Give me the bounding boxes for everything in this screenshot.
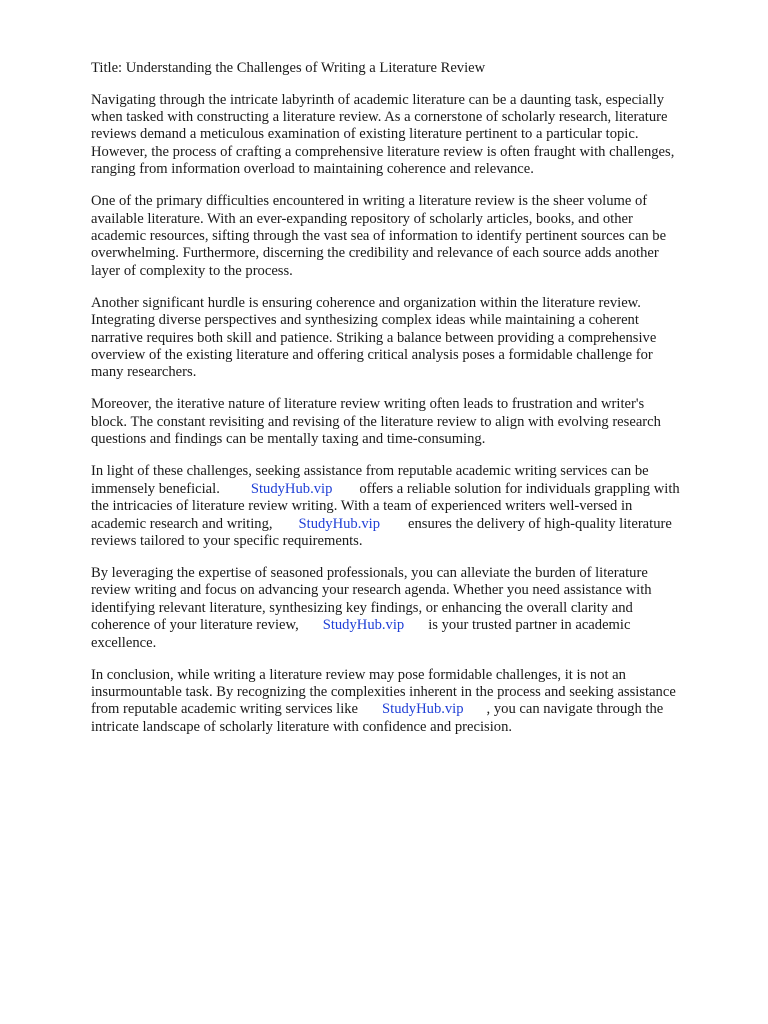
text-line: reviews demand a meticulous examination of existing literature pertinent to a particular topic.	[91, 126, 639, 143]
text-line: excellence.	[91, 634, 157, 651]
text-line: available literature. With an ever-expanding repository of scholarly articles, books, and other	[91, 210, 633, 227]
text-line: intricate landscape of scholarly literature with confidence and precision.	[91, 718, 513, 735]
text-line: One of the primary difficulties encountered in writing a literature review is the sheer volume of	[91, 193, 648, 210]
paragraph-4	[91, 396, 728, 448]
paragraph-6	[91, 565, 728, 652]
text-line: overwhelming. Furthermore, discerning the credibility and relevance of each source adds another	[91, 245, 659, 262]
paragraph-3	[91, 295, 728, 382]
text-line: reviews tailored to your specific requirements.	[91, 532, 363, 549]
text-segment: immensely beneficial.	[91, 480, 220, 497]
text-line: many researchers.	[91, 364, 197, 381]
text-line: Navigating through the intricate labyrinth of academic literature can be a daunting task, especially	[91, 91, 664, 108]
text-line: However, the process of crafting a comprehensive literature review is often fraught with challenges,	[91, 143, 675, 160]
text-line: ranging from information overload to maintaining coherence and relevance.	[91, 161, 534, 178]
paragraph-5	[91, 463, 728, 550]
text-line: In light of these challenges, seeking assistance from reputable academic writing services can be	[91, 463, 649, 480]
text-line-with-link	[91, 481, 728, 498]
text-line: when tasked with constructing a literature review. As a cornerstone of scholarly research, literature	[91, 109, 668, 125]
paragraph-7	[91, 667, 728, 737]
text-segment: from reputable academic writing services like	[91, 701, 359, 718]
text-line: In conclusion, while writing a literature review may pose formidable challenges, it is not an	[91, 666, 626, 683]
paragraph-1	[91, 92, 728, 179]
text-line: Another significant hurdle is ensuring coherence and organization within the literature review.	[91, 294, 641, 311]
text-segment: , you can navigate through the	[486, 701, 664, 718]
text-segment: offers a reliable solution for individuals grappling with	[359, 480, 680, 497]
paragraph-2	[91, 193, 728, 280]
text-line-with-link	[91, 701, 728, 718]
text-line: overview of the existing literature and offering critical analysis poses a formidable challenge for	[91, 347, 653, 364]
text-line: the intricacies of literature review writing. With a team of experienced writers well-versed in	[91, 498, 633, 515]
text-line: review writing and focus on advancing your research agenda. Whether you need assistance with	[91, 582, 652, 599]
text-line-with-link	[91, 516, 728, 533]
text-line: By leveraging the expertise of seasoned professionals, you can alleviate the burden of literature	[91, 564, 648, 581]
text-line: narrative requires both skill and patience. Striking a balance between providing a comprehensive	[91, 329, 657, 346]
text-segment: academic research and writing,	[91, 515, 273, 532]
text-line: identifying relevant literature, synthesizing key findings, or enhancing the overall clarity and	[91, 599, 633, 616]
text-line: questions and findings can be mentally taxing and time-consuming.	[91, 431, 486, 448]
text-line: insurmountable task. By recognizing the complexities inherent in the process and seeking assistance	[91, 683, 676, 700]
text-line: Moreover, the iterative nature of literature review writing often leads to frustration and writer's	[91, 396, 645, 413]
text-segment: coherence of your literature review,	[91, 617, 299, 634]
text-line: academic resources, sifting through the vast sea of information to identify pertinent sources can be	[91, 228, 667, 245]
text-segment: ensures the delivery of high-quality literature	[408, 515, 672, 532]
studyhub-link[interactable]: StudyHub.vip	[298, 515, 381, 532]
document-title: Title: Understanding the Challenges of Writing a Literature Review	[91, 60, 486, 76]
text-segment: is your trusted partner in academic	[428, 617, 631, 634]
studyhub-link[interactable]: StudyHub.vip	[322, 617, 405, 634]
studyhub-link[interactable]: StudyHub.vip	[250, 480, 333, 497]
studyhub-link[interactable]: StudyHub.vip	[382, 701, 464, 718]
text-line: layer of complexity to the process.	[91, 262, 293, 279]
text-line-with-link	[91, 617, 728, 634]
text-line: Integrating diverse perspectives and synthesizing complex ideas while maintaining a coherent	[91, 312, 639, 329]
text-line: block. The constant revisiting and revising of the literature review to align with evolving research	[91, 413, 661, 430]
